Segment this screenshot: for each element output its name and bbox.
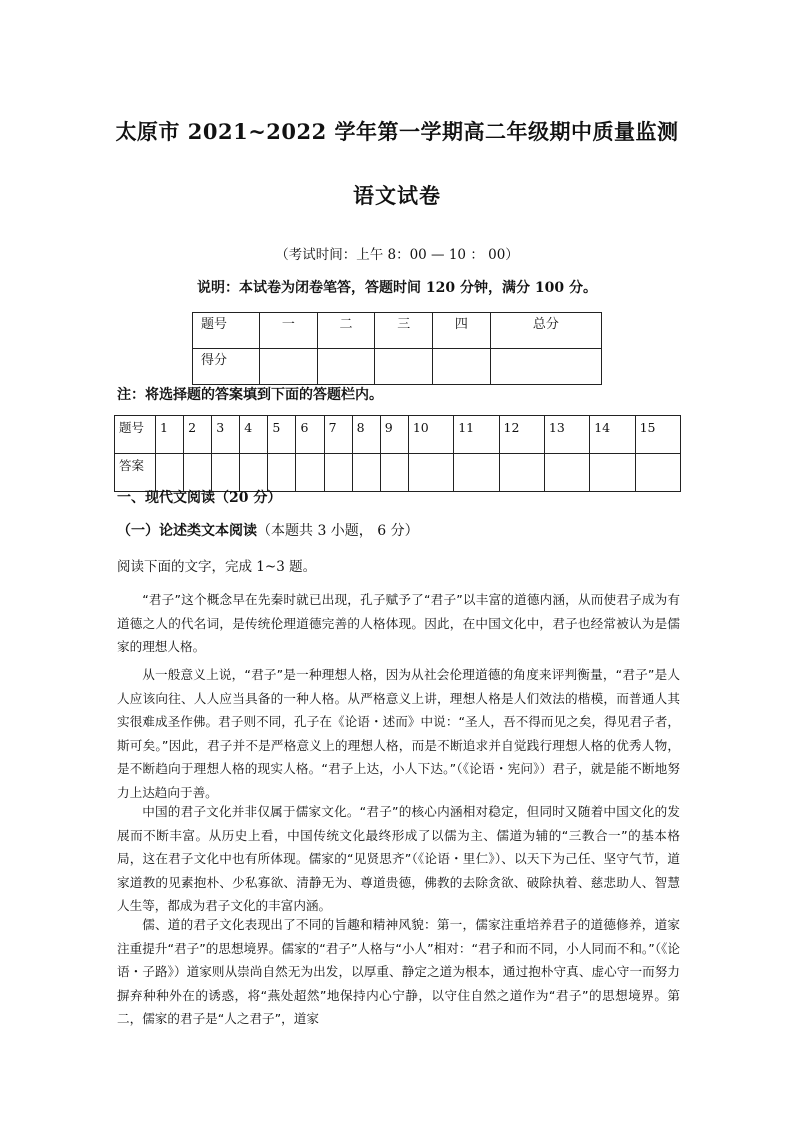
question-number: 5: [268, 416, 296, 454]
answer-cell[interactable]: [156, 454, 184, 492]
score-table-header-row: [193, 313, 602, 349]
score-header-cell: 题号: [193, 313, 260, 349]
question-number: 14: [590, 416, 635, 454]
exam-time: （考试时间：上午 8：00 — 10 ： 00）: [275, 247, 519, 263]
answer-cell[interactable]: [499, 454, 544, 492]
score-cell[interactable]: [317, 349, 375, 385]
question-number: 13: [544, 416, 589, 454]
score-header-cell: 总分: [490, 313, 601, 349]
passage-paragraph: 中国的君子文化并非仅属于儒家文化。“君子”的核心内涵相对稳定，但同时又随着中国文化的发展而不断丰富。从历史上看，中国传统文化最终形成了以儒为主、儒道为辅的“三教合一”的基本格局，这在君子文化中也有所体现。儒家的“见贤思齐”（《论语・里仁》）、以天下为己任、坚守气节，道家道教的见素抱朴、少私寡欲、清静无为、尊道贵德，佛教的去除贪欲、破除执着、慈悲助人、智慧人生等，都成为君子文化的丰富内涵。: [117, 804, 680, 913]
answer-cell[interactable]: [380, 454, 408, 492]
section-heading: 一、现代文阅读（20 分）: [117, 490, 282, 506]
score-row-label: 得分: [193, 349, 260, 385]
answer-cell[interactable]: [212, 454, 240, 492]
reading-instruction: 阅读下面的文字，完成 1~3 题。: [117, 559, 317, 575]
score-cell[interactable]: [433, 349, 491, 385]
passage-paragraph: 从一般意义上说，“君子”是一种理想人格，因为从社会伦理道德的角度来评判衡量，“君子”是人人应该向往、人人应当具备的一种人格。从严格意义上讲，理想人格是人们效法的楷模，而普通人其实很难成圣作佛。君子则不同，孔子在《论语・述而》中说：“圣人，吾不得而见之矣，得见君子者，斯可矣。”因此，君子并不是严格意义上的理想人格，而是不断追求并自觉践行理想人格的优秀人物，是不断趋向于理想人格的现实人格。“君子上达，小人下达。”（《论语・宪问》）君子，就是能不断地努力上达趋向于善。: [117, 667, 680, 800]
question-number: 2: [184, 416, 212, 454]
answer-cell[interactable]: [268, 454, 296, 492]
answer-cell[interactable]: [296, 454, 324, 492]
answer-table-number-row: [115, 416, 681, 454]
answer-cell[interactable]: [590, 454, 635, 492]
score-header-cell: 四: [433, 313, 491, 349]
question-number: 15: [635, 416, 680, 454]
answer-cell[interactable]: [635, 454, 680, 492]
question-number: 11: [454, 416, 499, 454]
question-number: 8: [352, 416, 380, 454]
question-number: 1: [156, 416, 184, 454]
subsection-heading: [117, 520, 419, 540]
score-cell[interactable]: [375, 349, 433, 385]
subsection-detail: （本题共 3 小题， 6 分）: [257, 523, 419, 539]
exam-subtitle: 语文试卷: [353, 183, 441, 208]
score-cell[interactable]: [490, 349, 601, 385]
score-cell[interactable]: [260, 349, 318, 385]
answer-cell[interactable]: [324, 454, 352, 492]
answer-cell[interactable]: [184, 454, 212, 492]
question-number: 10: [408, 416, 453, 454]
question-number: 7: [324, 416, 352, 454]
subsection-title: （一）论述类文本阅读: [117, 523, 257, 539]
passage-paragraph: 儒、道的君子文化表现出了不同的旨趣和精神风貌：第一，儒家注重培养君子的道德修养，道家注重提升“君子”的思想境界。儒家的“君子”人格与“小人”相对：“君子和而不同，小人同而不和。”（《论语・子路》）道家则从崇尚自然无为出发，以厚重、静定之道为根本，通过抱朴守真、虚心守一而努力摒弃种种外在的诱惑，将“燕处超然”地保持内心宁静，以守住自然之道作为“君子”的思想境界。第二，儒家的君子是“人之君子”，道家: [117, 917, 680, 1026]
answer-row-label: 答案: [115, 454, 156, 492]
score-header-cell: 一: [260, 313, 318, 349]
question-number: 6: [296, 416, 324, 454]
question-number: 9: [380, 416, 408, 454]
passage-paragraph: “君子”这个概念早在先秦时就已出现，孔子赋予了“君子”以丰富的道德内涵，从而使君子成为有道德之人的代名词，是传统伦理道德完善的人格体现。因此，在中国文化中，君子也经常被认为是儒家的理想人格。: [117, 592, 680, 654]
exam-instructions: 说明：本试卷为闭卷笔答，答题时间 120 分钟，满分 100 分。: [197, 280, 597, 296]
score-table-score-row: [193, 349, 602, 385]
question-number: 12: [499, 416, 544, 454]
answer-cell[interactable]: [454, 454, 499, 492]
question-number: 3: [212, 416, 240, 454]
answer-cell[interactable]: [408, 454, 453, 492]
answer-note: 注：将选择题的答案填到下面的答题栏内。: [117, 387, 383, 403]
question-number: 4: [240, 416, 268, 454]
score-header-cell: 二: [317, 313, 375, 349]
answer-header-label: 题号: [115, 416, 156, 454]
score-table: [192, 312, 602, 385]
answer-table-answer-row: [115, 454, 681, 492]
exam-title: 太原市 2021~2022 学年第一学期高二年级期中质量监测: [115, 119, 679, 144]
score-header-cell: 三: [375, 313, 433, 349]
answer-cell[interactable]: [544, 454, 589, 492]
answer-table: [114, 415, 681, 492]
answer-cell[interactable]: [352, 454, 380, 492]
answer-cell[interactable]: [240, 454, 268, 492]
